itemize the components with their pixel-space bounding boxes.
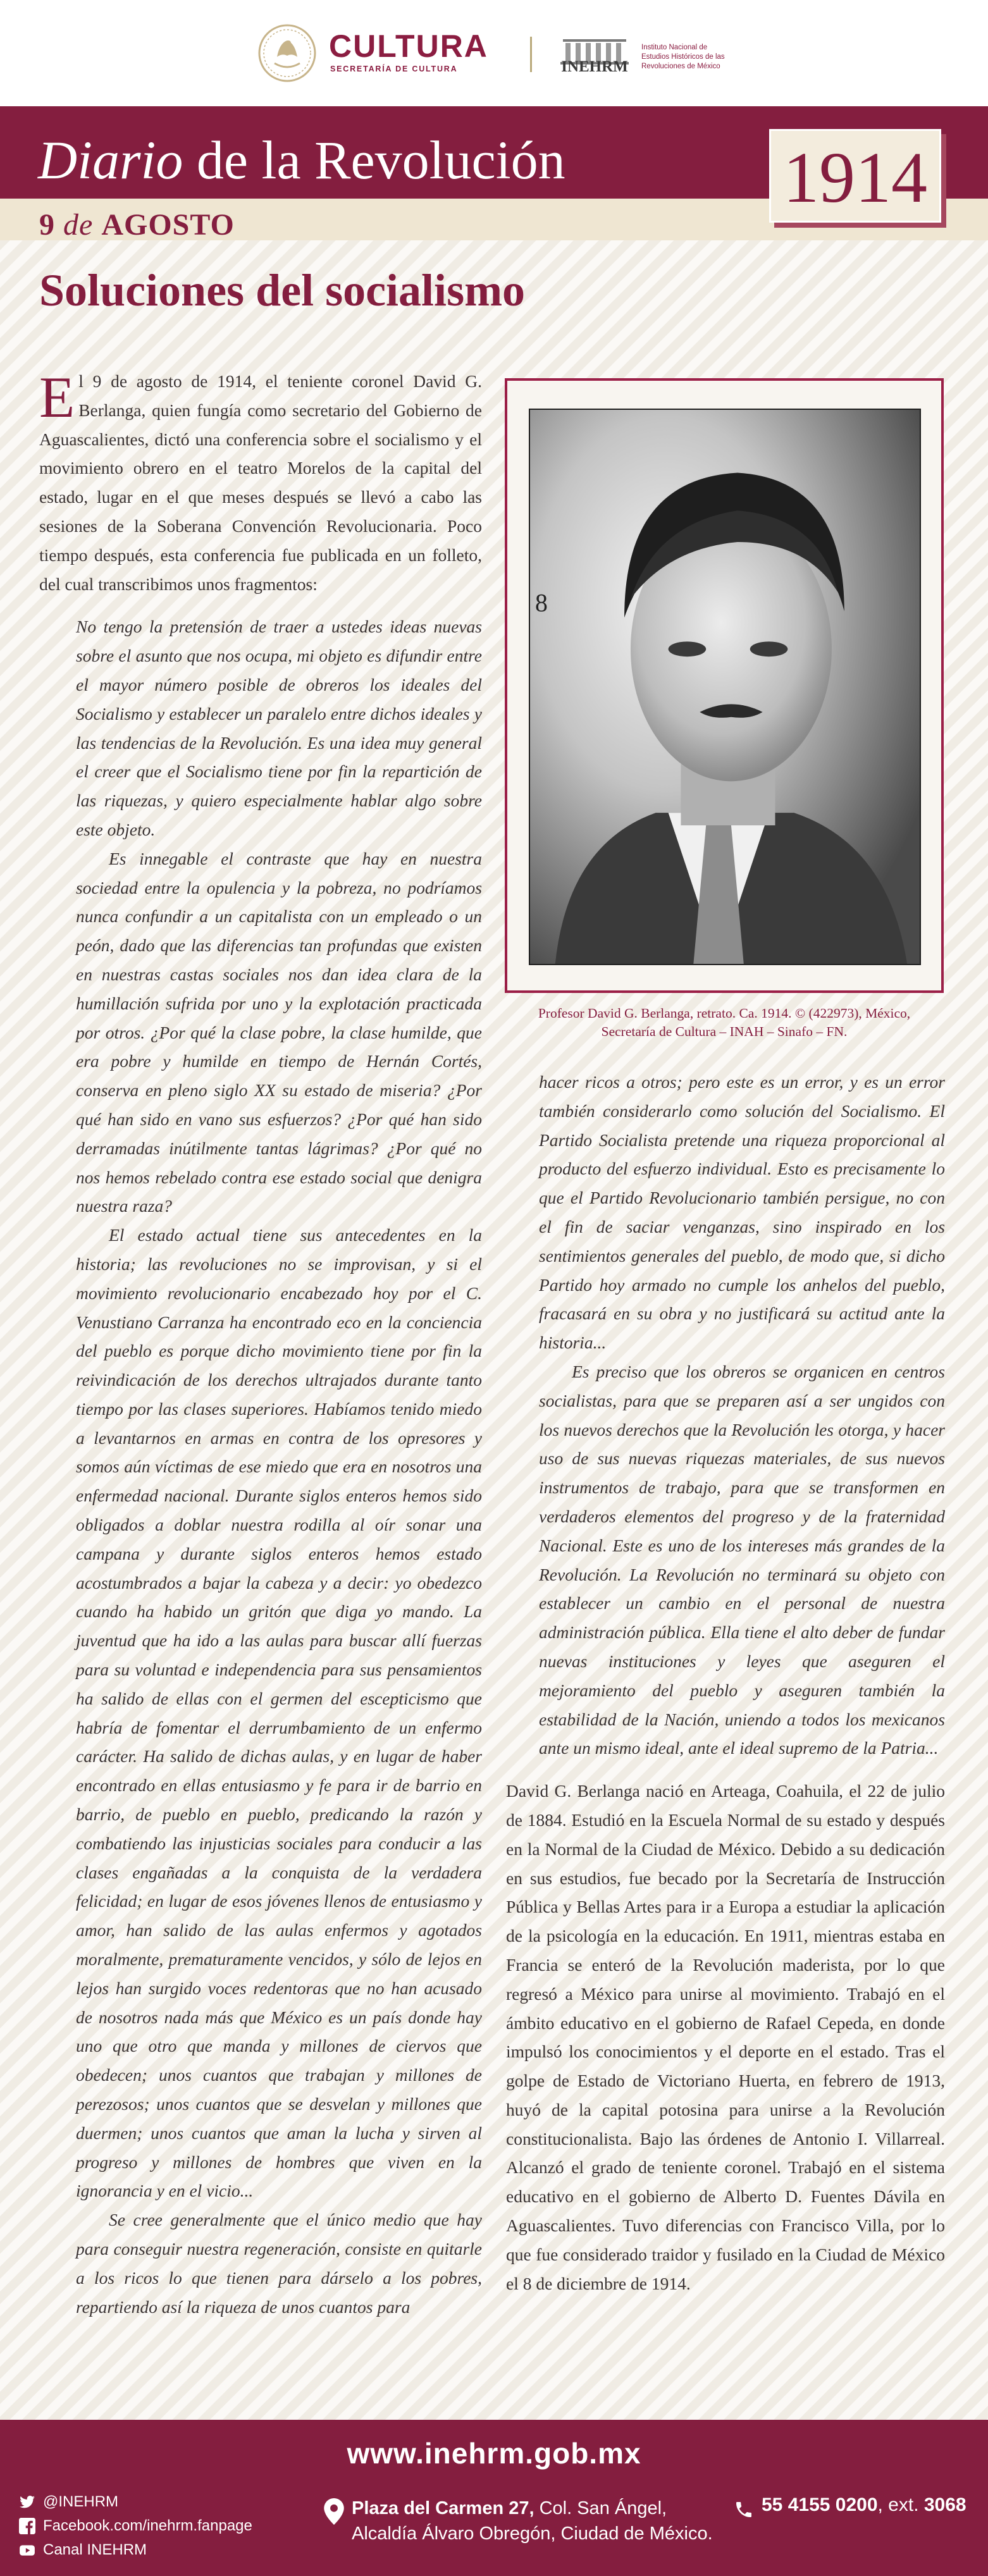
diario-title-rest: de la Revolución [183,130,565,190]
drop-cap: E [39,365,75,429]
caption-line: Secretaría de Cultura – INAH – Sinafo – FN. [601,1024,848,1039]
quote-paragraph: Se cree generalmente que el único medio que hay para conseguir nuestra regeneración, consiste en quitarle a los ricos lo que tienen para dárselo a los pobres, repartiendo así la riqueza de unos cuantos para [76,2210,482,2317]
caption-line: Profesor David G. Berlanga, retrato. Ca. 1914. © (422973), México, [538,1006,911,1021]
facebook-link[interactable] [19,2515,252,2537]
biography-paragraph: David G. Berlanga nació en Arteaga, Coahuila, el 22 de julio de 1884. Estudió en la Escuela Normal de su estado y después en la Normal de la Ciudad de México. Debido a su dedicación en sus estudios, fue becado por la Secretaría de Instrucción Pública y Bellas Artes para ir a Europa a estudiar la aplicación de la psicología en la educación. En 1911, mientras estaba en Francia se enteró de la Revolución maderista, por lo que regresó a México para unirse al movimiento. Trabajó en el ámbito educativo en el gobierno de Rafael Cepeda, en donde impulsó los conocimientos y el deporte en el estado. Tras el golpe de Estado de Victoriano Huerta, en febrero de 1913, huyó de la capital potosina para unirse a la Revolución constitucionalista. Bajo las órdenes de Antonio I. Villarreal. Alcanzó el grado de teniente coronel. Trabajó en el sistema educativo en el gobierno de Alberto D. Fuentes Dávila en Aguascalientes. Tuvo diferencias con Francisco Villa, por lo que fue considerado traidor y fusilado en la Ciudad de México el 8 de diciembre de 1914. [506,1781,945,2293]
address-line: Alcaldía Álvaro Obregón, Ciudad de México. [352,2524,713,2544]
quote-paragraph: El estado actual tiene sus antecedentes en la historia; las revoluciones no se improvisan, y si el movimiento revolucionario encabezado hoy por el C. Venustiano Carranza ha encontrado eco en la conciencia del pueblo es porque dicho movimiento tiene por fin la reivindicación de los derechos ultrajados durante tanto tiempo por las clases superiores. Habíamos tenido miedo a levantarnos en armas en contra de los opresores y somos aún víctimas de ese miedo que era en nosotros una enfermedad nacional. Durante siglos enteros hemos sido obligados a doblar nuestra rodilla al oír sonar una campana y durante siglos enteros hemos estado acostumbrados a bajar la cabeza y a decir: yo obedezco cuando ha habido un gritón que diga yo mando. La juventud que ha ido a las aulas para buscar allí fuerzas para su voluntad e independencia para sus pensamientos ha salido de ellas con el germen del escepticismo que habría de fomentar el derrumbamiento de un enfermo carácter. Ha salido de dichas aulas, y en lugar de haber encontrado en ellas entusiasmo y fe para ir de barrio en barrio, de pueblo en pueblo, predicando la razón y combatiendo las injusticias sociales para conducir a las clases engañadas a la conquista de la verdadera felicidad; en lugar de esos jóvenes llenos de entusiasmo y amor, han salido de las aulas enfermos y agotados moralmente, prematuramente vencidos, y sólo de lejos en lejos han surgido voces redentoras que no han acusado de nosotros nada más que México es un país donde hay uno que otro que manda y millones de ciervos que obedecen; unos cuantos que trabajan y millones de perezosos; unos cuantos que se desvelan y millones que duermen; unos cuantos que aman la lucha y sirven al progreso y millones de hombres que viven en la ignorancia y en el vicio... [76,1225,482,2201]
phone-icon [734,2499,754,2520]
intro-text: l 9 de agosto de 1914, el teniente coronel David G. Berlanga, quien fungía como secretario del Gobierno de Aguascalientes, dictó una conferencia sobre el socialismo y el movimiento obrero en el teatro Morelos de la capital del estado, lugar en el que meses después se llevó a cabo las sesiones de la Soberana Convención Revolucionaria. Poco tiempo después, esta conferencia fue publicada en un folleto, del cual transcribimos unos fragmentos: [39,371,482,594]
phone-ext: 3068 [923,2494,966,2515]
twitter-icon [19,2494,35,2510]
date-label [39,210,235,240]
date-day: 9 [39,208,55,242]
quote-paragraph: Es innegable el contraste que hay en nuestra sociedad entre la opulencia y la pobreza, no podríamos nunca confundir a un capitalista con un empleado o un peón, dado que las diferencias tan profundas que existen en nuestras castas sociales nos dan idea clara de la humillación sufrida por uno y la explotación practicada por otros. ¿Por qué la clase pobre, la clase humilde, que era pobre y humilde en tiempo de Hernán Cortés, conserva en pleno siglo XX su estado de miseria? ¿Por qué han sido en vano sus esfuerzos? ¿Por qué han sido derramadas inútilmente tantas lágrimas? ¿Por qué no nos hemos rebelado contra ese estado social que denigra nuestra raza? [76,848,482,1216]
map-pin-icon [324,2498,344,2525]
inehrm-logo[interactable] [554,29,744,80]
website-link[interactable]: www.inehrm.gob.mx [347,2437,641,2470]
article-intro [39,367,482,598]
footer [0,2420,988,2576]
twitter-handle: @INEHRM [43,2493,119,2510]
address-line [352,2496,713,2521]
diario-title-italic: Diario [38,130,183,190]
inehrm-desc-line: Estudios Históricos de las [641,53,725,61]
portrait-photo [529,409,921,965]
phone-ext-label: , ext. [877,2494,924,2515]
year-label: 1914 [783,137,927,218]
youtube-icon [19,2542,35,2558]
eagle-seal-icon [258,24,316,82]
year-box [769,129,941,223]
cultura-wordmark: CULTURA [329,28,488,64]
quote-continuation: hacer ricos a otros; pero este es un error, y es un error también considerarlo como solución del Socialismo. El Partido Socialista pretende una riqueza proporcional al producto del esfuerzo individual. Esto es precisamente lo que el Partido Revolucionario también persigue, no con el fin de saciar venganzas, sino inspirado en los sentimientos generales del pueblo, de modo que, si dicho Partido hoy armado no cumple los anhelos del pueblo, fracasará en su obra y no justificará su actitud ante la historia... [539,1072,945,1353]
photo-negative-number: 8 [534,589,548,617]
address-street: Plaza del Carmen 27, [352,2498,534,2518]
address [352,2496,713,2546]
cultura-logo[interactable] [258,24,530,81]
portrait-illustration [530,410,920,964]
inehrm-wordmark: INEHRM [561,58,628,75]
quote-paragraph: Es preciso que los obreros se organicen en centros socialistas, para que se preparen así a ser ungidos con los nuevos derechos que la Revolución les otorga, y hacer uso de sus nuevas riquezas materiales, de sus nuevos instrumentos de trabajo, para que se transformen en verdaderos elementos del progreso y de la fraternidad Nacional. Este es uno de los intereses más grandes de la Revolución. La Revolución no terminará su objeto con establecer un cambio en el personal de nuestra administración pública. Ella tiene el alto deber de fundar nuevas instituciones y leyes que aseguren el mejoramiento del pueblo y aseguren también la estabilidad de la Nación, uniendo a todos los mexicanos ante un mismo ideal, ante el ideal supremo de la Patria... [539,1361,945,1758]
quote-paragraph: No tengo la pretensión de traer a ustedes ideas nuevas sobre el asunto que nos ocupa, mi objeto es difundir entre el mayor número posible de obreros los ideales del Socialismo y establecer un paralelo entre dichos ideales y las tendencias de la Revolución. Es una idea muy general el creer que el Socialismo tiene por fin la repartición de las riquezas, y quiero especialmente hablar algo sobre este objeto. [76,617,482,839]
phone-number[interactable] [762,2494,966,2516]
inehrm-desc-line: Instituto Nacional de [641,44,708,51]
article-title: Soluciones del socialismo [39,265,526,316]
facebook-handle: Facebook.com/inehrm.fanpage [43,2517,252,2534]
cultura-subtitle: SECRETARÍA DE CULTURA [330,65,458,73]
date-de: de [55,208,102,242]
article-left-column [39,367,482,2321]
youtube-channel: Canal INEHRM [43,2541,147,2558]
address-colonia: Col. San Ángel, [534,2498,667,2518]
inehrm-desc-line: Revoluciones de México [641,63,720,70]
youtube-link[interactable] [19,2539,147,2561]
facebook-icon [19,2518,35,2534]
inehrm-description [641,43,725,71]
article-right-column [506,1068,945,2298]
date-month: AGOSTO [101,208,235,242]
phone-main: 55 4155 0200 [762,2494,878,2515]
diario-title [38,130,565,190]
portrait-frame [505,378,944,993]
photo-caption [505,1004,944,1041]
twitter-link[interactable] [19,2491,118,2513]
logo-divider [530,37,532,72]
